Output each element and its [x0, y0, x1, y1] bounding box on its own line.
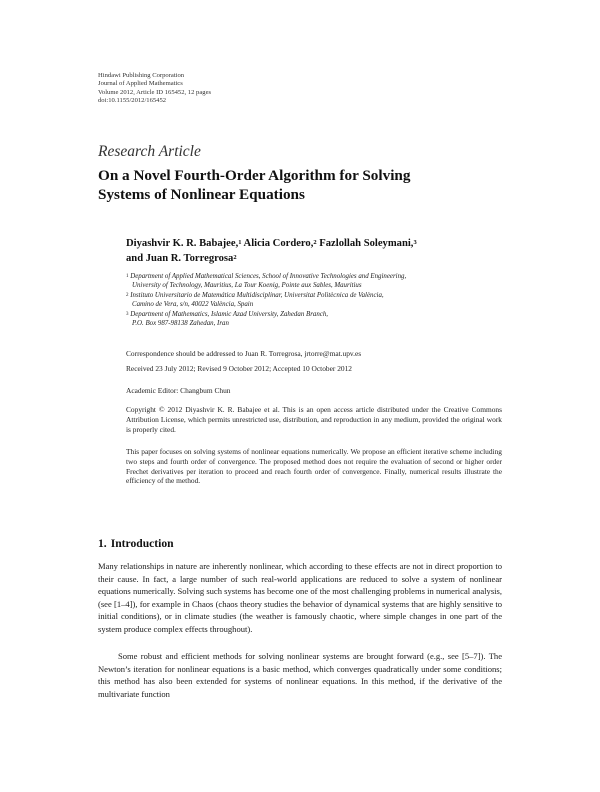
- author-list: [126, 236, 526, 266]
- author-affil-marker: 2: [233, 254, 237, 261]
- affiliation-line: $^3$ Department of Mathematics, Islamic Azad University, Zahedan Branch,: [126, 310, 328, 318]
- academic-editor: Academic Editor: Changbum Chun: [126, 386, 231, 395]
- doi-line[interactable]: doi:10.1155/2012/165452: [98, 97, 167, 105]
- author-affil-marker: 3: [413, 239, 417, 246]
- author-affil-marker: 1: [238, 239, 242, 246]
- author-name: Fazlollah Soleymani,: [319, 238, 414, 249]
- body-paragraph: Many relationships in nature are inherently nonlinear, which according to these effects are not in direct proportion to their cause. In fact, a large number of such real-world applications are reduced to solve a system of nonlinear equations numerically. Solving such systems has become one of the most challenging problems in numerical analysis, (see [1–4]), for example in Chaos (chaos theory studies the behavior of dynamical systems that are highly sensitive to initial conditions), or in climate studies (the weather is famously chaotic, where simple changes in one part of the system produce complex effects throughout).: [98, 561, 502, 634]
- copyright-notice: Copyright © 2012 Diyashvir K. R. Babajee et al. This is an open access article distributed under the Creative Commons Attribution License, which permits unrestricted use, distribution, and reproduction in any medium, provided the original work is properly cited.: [126, 405, 502, 434]
- section-number: 1.: [98, 537, 107, 550]
- affiliation-line: $^2$ Instituto Universitario de Matemática Multidisciplinar, Universitat Politècnica de València,: [126, 291, 384, 299]
- title-line-1: On a Novel Fourth-Order Algorithm for Solving: [98, 167, 411, 184]
- paper-title: [98, 166, 518, 204]
- affiliation-line: Camino de Vera, s/n, 40022 València, Spain: [132, 301, 254, 309]
- title-line-2: Systems of Nonlinear Equations: [98, 186, 305, 203]
- journal-name: Journal of Applied Mathematics: [98, 80, 183, 88]
- affiliation-line: P.O. Box 987-98138 Zahedan, Iran: [132, 320, 229, 328]
- author-name: Diyashvir K. R. Babajee,: [126, 238, 239, 249]
- journal-header: [98, 72, 211, 106]
- abstract: This paper focuses on solving systems of nonlinear equations numerically. We propose an efficient iterative scheme including two steps and fourth order of convergence. The proposed method does not require the evaluation of second or higher order Frechet derivatives per iteration to proceed and reach fourth order of convergence. Finally, numerical results illustrate the efficiency of the method.: [126, 447, 502, 486]
- author-name: and Juan R. Torregrosa: [126, 253, 234, 264]
- author-affil-marker: 2: [313, 239, 317, 246]
- author-name: Alicia Cordero,: [243, 238, 314, 249]
- section-heading: [98, 537, 178, 550]
- affiliation-list: [126, 272, 526, 328]
- affiliation-line: $^1$ Department of Applied Mathematical Sciences, School of Innovative Technologies and Engineering,: [126, 273, 407, 280]
- section-title: Introduction: [110, 537, 174, 550]
- publisher-line: Hindawi Publishing Corporation: [98, 72, 185, 79]
- article-type: Research Article: [98, 143, 201, 160]
- publication-dates: Received 23 July 2012; Revised 9 October 2012; Accepted 10 October 2012: [126, 364, 352, 373]
- volume-line: Volume 2012, Article ID 165452, 12 pages: [98, 88, 212, 96]
- body-paragraph: Some robust and efficient methods for solving nonlinear systems are brought forward (e.g., see [5–7]). The Newton’s iteration for nonlinear equations is a basic method, which converges quadratically under some conditions; this method has also been extended for systems of nonlinear equations. In this method, if the derivative of the multivariate function: [98, 651, 502, 699]
- affiliation-line: University of Technology, Mauritius, La Tour Koenig, Pointe aux Sables, Mauritius: [132, 282, 362, 290]
- correspondence-note: Correspondence should be addressed to Juan R. Torregrosa, jrtorre@mat.upv.es: [126, 349, 362, 358]
